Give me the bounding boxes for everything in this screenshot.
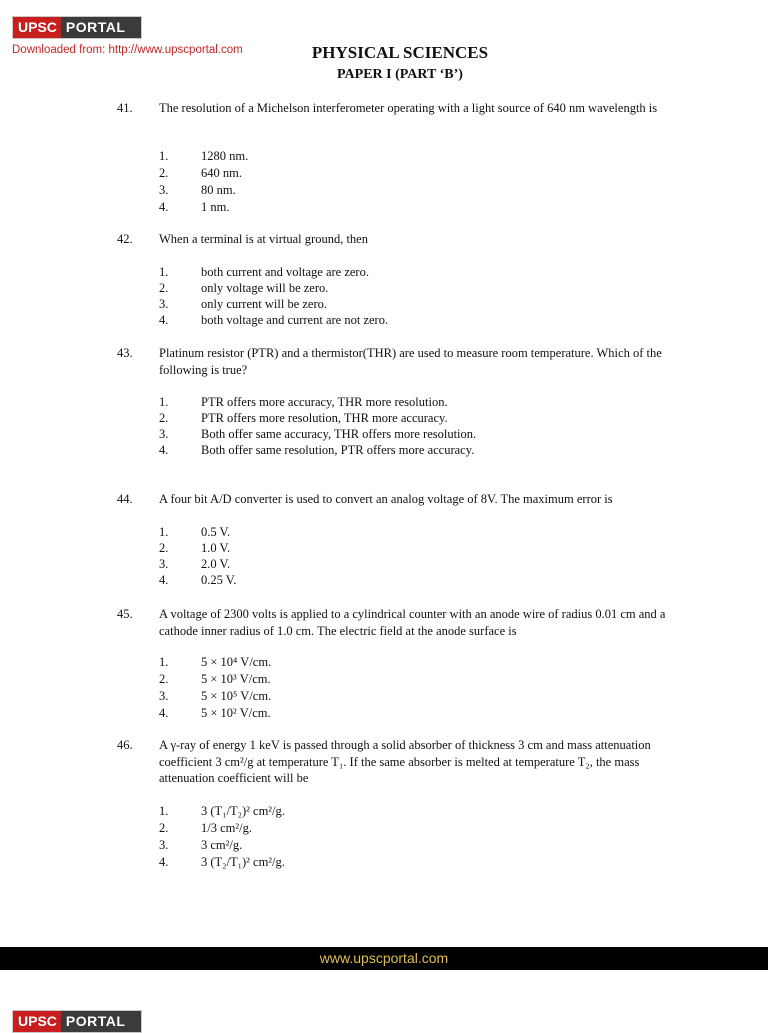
question-text: The resolution of a Michelson interferometer operating with a light source of 640 nm wavelength is [159,101,658,115]
option-3: 3. Both offer same accuracy, THR offers more resolution. [159,427,477,441]
question-text: When a terminal is at virtual ground, then [159,232,368,246]
option-4: 4. Both offer same resolution, PTR offers more accuracy. [159,443,475,457]
page-subtitle: PAPER I (PART ‘B’) [337,67,463,82]
question-text: A γ-ray of energy 1 keV is passed through a solid absorber of thickness 3 cm and mass attenuation coefficient 3 cm²/g at temperature T₁. If the same absorber is melted at temperature T₂, the mass attenuation coefficient will be [159,738,651,785]
question-number: 41. [117,101,133,115]
option-2: 2. only voltage will be zero. [159,281,329,295]
upsc-portal-logo [12,16,142,39]
option-2: 2. 5 × 10³ V/cm. [159,672,271,686]
question-text: Platinum resistor (PTR) and a thermistor(THR) are used to measure room temperature. Which of the following is true? [159,346,662,377]
option-2: 2. 1.0 V. [159,541,231,555]
question-text: A voltage of 2300 volts is applied to a cylindrical counter with an anode wire of radius 0.01 cm and a cathode inner radius of 1.0 cm. The electric field at the anode surface is [159,607,666,638]
option-4: 4. 1 nm. [159,200,230,214]
option-1: 1. both current and voltage are zero. [159,265,369,279]
option-3: 3. 2.0 V. [159,557,231,571]
option-1: 1. 1280 nm. [159,149,249,163]
page-title: PHYSICAL SCIENCES [311,43,489,62]
option-1: 1. 5 × 10⁴ V/cm. [159,655,272,669]
option-3: 3. 3 cm²/g. [159,838,243,852]
option-1: 1. 3 (T₁/T₂)² cm²/g. [159,804,285,818]
option-4: 4. both voltage and current are not zero. [159,313,389,327]
logo-part-upsc: UPSC [13,17,61,38]
option-1: 1. PTR offers more accuracy, THR more resolution. [159,395,448,409]
option-4: 4. 0.25 V. [159,573,237,587]
option-3: 3. 80 nm. [159,183,236,197]
option-2: 2. 640 nm. [159,166,242,180]
option-4: 4. 3 (T₂/T₁)² cm²/g. [159,855,285,869]
logo-part-upsc: UPSC [13,1011,61,1032]
logo-part-portal: PORTAL [61,17,141,38]
download-source-link[interactable]: Downloaded from: http://www.upscportal.com [12,44,243,56]
option-2: 2. PTR offers more resolution, THR more accuracy. [159,411,448,425]
footer-url[interactable]: www.upscportal.com [0,947,768,970]
question-number: 43. [117,346,133,360]
question-text: A four bit A/D converter is used to convert an analog voltage of 8V. The maximum error is [159,492,613,506]
logo-part-portal: PORTAL [61,1011,141,1032]
option-2: 2. 1/3 cm²/g. [159,821,252,835]
question-number: 42. [117,232,133,246]
option-1: 1. 0.5 V. [159,525,231,539]
question-number: 44. [117,492,133,506]
option-3: 3. 5 × 10⁵ V/cm. [159,689,272,703]
option-3: 3. only current will be zero. [159,297,327,311]
question-number: 46. [117,738,133,752]
question-number: 45. [117,607,133,621]
upsc-portal-logo-bottom [12,1010,142,1033]
option-4: 4. 5 × 10² V/cm. [159,706,271,720]
